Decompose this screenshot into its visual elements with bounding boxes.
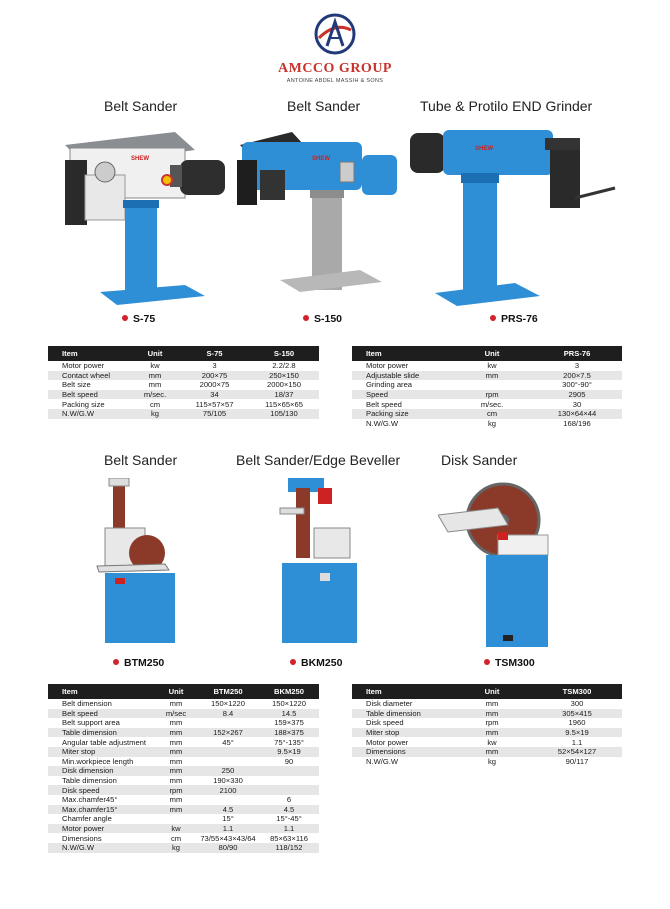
table-header-row [352,684,622,699]
brand-logo [0,12,670,84]
table-cell: 34 [180,390,249,400]
table-row [352,419,622,429]
table-row [48,728,319,738]
table-cell: 2000×150 [267,380,301,390]
table-cell: 9.5×19 [532,728,622,738]
table-cell: Belt speed [366,399,402,409]
table-cell: Angular table adjustment [62,737,147,747]
table-header-cell: PRS-76 [532,346,622,361]
table-cell: N.W/G.W [366,756,399,766]
table-cell: mm [148,380,162,390]
table-row [352,747,622,757]
title-belt-sander-btm250: Belt Sander [104,452,178,468]
table-cell: mm [169,699,183,709]
table-cell: mm [169,718,183,728]
table-cell: 2905 [532,390,622,400]
table-cell: Belt speed [48,390,130,400]
svg-text:SHEW: SHEW [312,156,330,162]
table-cell: 188×375 [259,728,319,738]
model-tsm300: TSM300 [484,657,535,669]
table-cell: kg [155,843,197,853]
table-row [48,843,319,853]
table-cell: Disk speed [48,785,155,795]
table-cell [197,747,259,757]
table-cell: 14.5 [259,709,319,719]
table-cell: Motor power [48,824,155,834]
table-row [352,399,622,409]
table-row [352,709,622,719]
table-cell: kg [130,409,180,419]
table-cell: mm [155,805,197,815]
table-cell: Max.chamfer15° [48,805,155,815]
table-header-cell: BKM250 [259,684,319,699]
red-dot-icon [122,315,128,321]
table-cell: kg [487,756,497,766]
table-cell: Dimensions [62,833,102,843]
table-cell: Belt dimension [62,699,112,709]
table-row [352,361,622,371]
model-bkm250: BKM250 [290,657,342,669]
table-cell: cm [452,409,532,419]
table-header-cell: Unit [155,684,197,699]
table-cell [197,757,259,767]
table-cell: mm [452,371,532,381]
table-cell: kw [487,737,497,747]
table-cell: 115×57×57 [195,399,234,409]
table-cell: 8.4 [197,709,259,719]
table-cell: 30 [572,399,582,409]
table-cell: Belt speed [48,709,155,719]
table-cell: Adjustable slide [352,371,452,381]
table-row [48,824,319,834]
table-cell: 150×1220 [272,699,306,709]
table-cell: 85×63×116 [270,833,308,843]
table-cell: N.W/G.W [48,409,130,419]
table-cell: mm [452,709,532,719]
table-row [48,785,319,795]
table-cell: 305×415 [532,709,622,719]
table-cell: kw [487,361,497,371]
table-cell: Belt support area [62,718,120,728]
table-header-row [48,684,319,699]
table-cell: 159×375 [274,718,304,728]
table-header-cell: S-150 [249,346,319,361]
s75-machine-image [55,120,235,310]
table-row [48,709,319,719]
table-cell: 300°-90° [562,380,592,390]
table-cell: mm [155,747,197,757]
table-cell: 4.5 [259,805,319,815]
table-cell: Miter stop [48,747,155,757]
table-row [352,409,622,419]
title-belt-sander-s75: Belt Sander [104,98,178,114]
table-cell [452,380,532,390]
table-row [352,728,622,738]
table-row [352,757,622,767]
table-cell: Belt size [62,380,91,390]
bkm250-machine-image [270,478,370,648]
btm250-machine-image [85,478,195,648]
spec-table-btm250-bkm250 [48,684,319,853]
red-dot-icon [484,659,490,665]
table-row [352,699,622,709]
prs76-machine-image [405,118,625,313]
table-cell: cm [170,833,182,843]
title-belt-sander-s150: Belt Sander [287,98,361,114]
table-row [48,795,319,805]
table-cell: 2000×75 [199,380,230,390]
table-cell: 118/152 [259,843,319,853]
table-row [48,814,319,824]
table-header-cell: Item [352,346,452,361]
table-cell [197,718,259,728]
table-cell: Packing size [62,399,105,409]
table-cell: mm [169,756,183,766]
table-cell [259,785,319,795]
table-row [352,390,622,400]
spec-table-prs76 [352,346,622,428]
table-cell: 1.1 [571,737,583,747]
table-cell: 15° [222,814,234,824]
table-header-cell: Item [48,346,130,361]
table-row [48,371,319,381]
table-cell: Disk diameter [366,699,413,709]
table-cell: 75/105 [180,409,249,419]
table-cell: kg [487,418,497,428]
table-row [48,747,319,757]
table-cell: cm [149,399,161,409]
table-cell: Chamfer angle [62,814,112,824]
table-cell [259,776,319,786]
table-cell: 4.5 [197,805,259,815]
table-cell: Disk speed [366,718,404,728]
table-cell: Motor power [366,361,409,371]
table-cell: 80/90 [197,843,259,853]
table-cell: Grinding area [366,380,413,390]
table-row [48,380,319,390]
spec-table-tsm300 [352,684,622,766]
table-cell: Speed [352,390,452,400]
table-header-cell: Unit [452,684,532,699]
title-disk-sander: Disk Sander [441,452,518,468]
s150-machine-image [232,120,402,310]
table-cell: 105/130 [249,409,319,419]
red-dot-icon [113,659,119,665]
table-cell: 52×54×127 [532,747,622,757]
red-dot-icon [290,659,296,665]
table-cell: 90 [284,756,294,766]
table-cell: Table dimension [48,728,155,738]
table-cell: Miter stop [352,728,452,738]
table-cell: mm [130,371,180,381]
model-s150: S-150 [303,313,342,325]
table-header-row [352,346,622,361]
table-cell: 3 [212,361,217,371]
table-row [48,833,319,843]
table-cell: mm [452,728,532,738]
table-row [352,380,622,390]
table-header-cell: Item [48,684,155,699]
table-cell: 3 [574,361,580,371]
table-header-cell: Item [352,684,452,699]
table-row [48,390,319,400]
table-header-cell: Unit [452,346,532,361]
title-belt-sander-edge-beveller: Belt Sander/Edge Beveller [236,452,401,468]
table-cell: kw [155,824,197,834]
table-header-cell: BTM250 [197,684,259,699]
table-header-cell: TSM300 [532,684,622,699]
table-cell: 150×1220 [211,699,245,709]
table-cell: 200×7.5 [532,371,622,381]
table-cell: kw [150,361,160,371]
table-cell: m/sec. [480,399,504,409]
table-cell: Motor power [366,737,409,747]
table-cell: 45° [222,737,234,747]
model-btm250: BTM250 [113,657,164,669]
table-cell: Table dimension [352,709,452,719]
table-cell: 190×330 [213,776,243,786]
table-cell: 9.5×19 [259,747,319,757]
table-cell: 6 [286,795,292,805]
table-cell: Table dimension [62,776,117,786]
table-cell: Motor power [62,361,105,371]
title-end-grinder: Tube & Protilo END Grinder [420,98,593,114]
table-cell: mm [485,699,499,709]
table-cell: 168/196 [563,418,591,428]
table-cell: Packing size [352,409,452,419]
table-cell: Contact wheel [48,371,130,381]
table-cell: 1960 [568,718,586,728]
table-cell: 152×267 [197,728,259,738]
svg-text:SHEW: SHEW [475,146,493,152]
table-cell: rpm [452,390,532,400]
table-row [48,737,319,747]
table-cell: mm [169,737,183,747]
table-header-cell: S-75 [180,346,249,361]
table-header-row [48,346,319,361]
table-row [352,737,622,747]
table-cell: mm [155,728,197,738]
table-cell: 73/55×43×43/64 [200,833,256,843]
table-row [48,409,319,419]
svg-text:SHEW: SHEW [131,156,149,162]
table-cell: 300 [570,699,584,709]
table-row [48,757,319,767]
table-cell [155,814,197,824]
model-s75: S-75 [122,313,155,325]
table-row [48,699,319,709]
table-cell: Min.workpiece length [62,756,134,766]
table-cell: rpm [485,718,499,728]
table-cell: 115×65×65 [265,399,303,409]
table-cell: Dimensions [352,747,452,757]
table-row [48,766,319,776]
table-cell: Max.chamfer45° [62,795,118,805]
table-cell: mm [452,747,532,757]
brand-subtitle: ANTOINE ABDEL MASSIH & SONS [286,78,384,84]
table-cell: Disk dimension [48,766,155,776]
table-header-cell: Unit [130,346,180,361]
table-cell: 130×64×44 [532,409,622,419]
table-cell: mm [155,766,197,776]
table-cell: 1.1 [197,824,259,834]
table-cell: 1.1 [259,824,319,834]
table-row [48,399,319,409]
table-cell: m/sec [155,709,197,719]
amcco-emblem-icon [313,12,357,56]
red-dot-icon [303,315,309,321]
table-row [352,718,622,728]
table-row [48,776,319,786]
table-cell: 2.2/2.8 [272,361,296,371]
table-cell: 250 [197,766,259,776]
red-dot-icon [490,315,496,321]
tsm300-machine-image [438,470,568,650]
table-cell: 15°-45° [276,814,302,824]
table-cell [197,795,259,805]
brand-name: AMCCO GROUP [278,61,392,76]
table-row [48,718,319,728]
table-row [48,805,319,815]
table-cell: N.W/G.W [48,843,155,853]
table-cell: m/sec. [130,390,180,400]
table-cell: 90/117 [565,756,589,766]
table-cell: 75°-135° [274,737,304,747]
table-cell: 250×150 [249,371,319,381]
model-prs76: PRS-76 [490,313,538,325]
table-cell: mm [169,776,183,786]
spec-table-s75-s150 [48,346,319,419]
table-cell [259,766,319,776]
table-cell: 200×75 [180,371,249,381]
table-cell: rpm [155,785,197,795]
table-cell: 18/37 [249,390,319,400]
table-row [48,361,319,371]
table-cell: mm [169,795,183,805]
table-cell: N.W/G.W [366,418,399,428]
table-cell: 2100 [197,785,259,795]
table-row [352,371,622,381]
